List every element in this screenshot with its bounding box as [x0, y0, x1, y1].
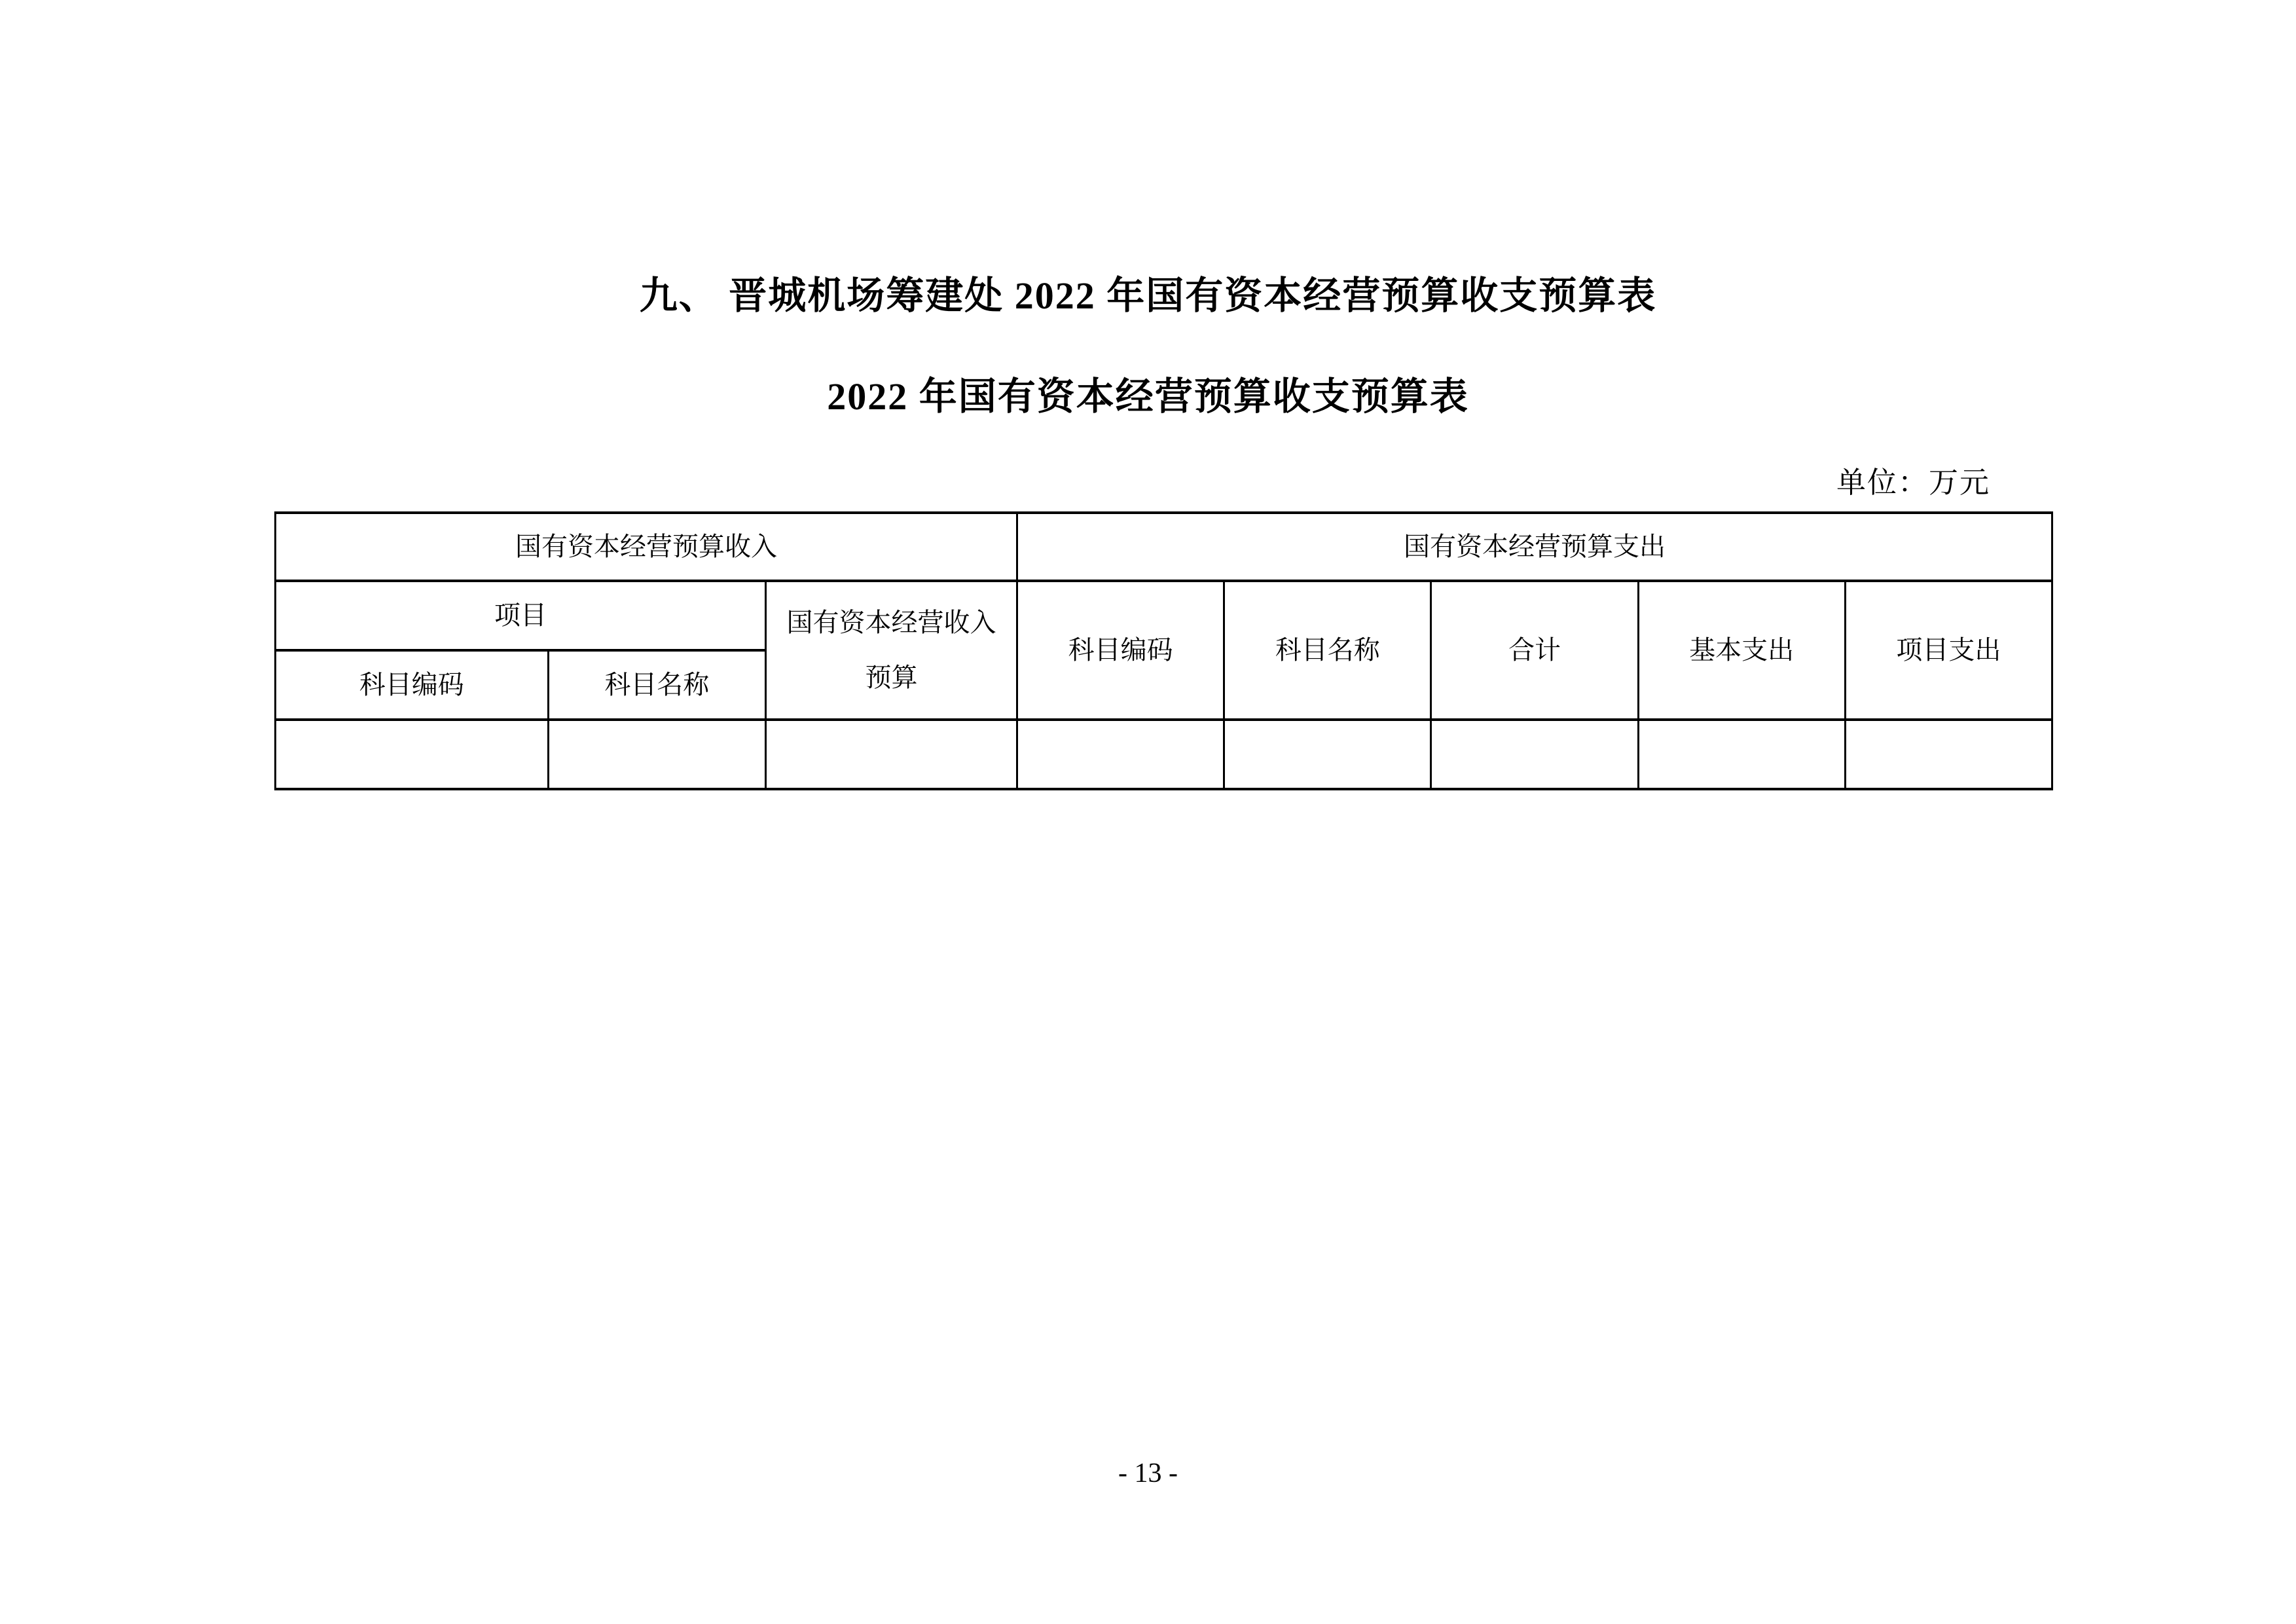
data-cell: [1017, 720, 1224, 789]
expenditure-project-header: 项目支出: [1845, 581, 2052, 720]
page-number: - 13 -: [1118, 1458, 1178, 1488]
section-header-row: [276, 513, 2052, 581]
document-subtitle: 2022 年国有资本经营预算收支预算表: [827, 375, 1469, 418]
data-cell: [548, 720, 765, 789]
document-title: 九、 晋城机场筹建处 2022 年国有资本经营预算收支预算表: [639, 274, 1657, 317]
expenditure-basic-header: 基本支出: [1638, 581, 1845, 720]
revenue-section-header: 国有资本经营预算收入: [276, 513, 1017, 581]
revenue-code-header: 科目编码: [276, 650, 549, 720]
budget-table: [274, 511, 2053, 790]
project-group-header: 项目: [276, 581, 766, 650]
revenue-budget-header: 国有资本经营收入预算: [766, 581, 1017, 720]
data-cell: [1638, 720, 1845, 789]
group-header-row: [276, 581, 2052, 650]
data-cell: [1224, 720, 1431, 789]
data-cell: [1845, 720, 2052, 789]
expenditure-total-header: 合计: [1431, 581, 1638, 720]
data-cell: [276, 720, 549, 789]
table-data-row: [276, 720, 2052, 789]
expenditure-code-header: 科目编码: [1017, 581, 1224, 720]
expenditure-section-header: 国有资本经营预算支出: [1017, 513, 2052, 581]
expenditure-name-header: 科目名称: [1224, 581, 1431, 720]
unit-label: 单位：万元: [1836, 466, 1990, 499]
data-cell: [1431, 720, 1638, 789]
data-cell: [766, 720, 1017, 789]
revenue-name-header: 科目名称: [548, 650, 765, 720]
